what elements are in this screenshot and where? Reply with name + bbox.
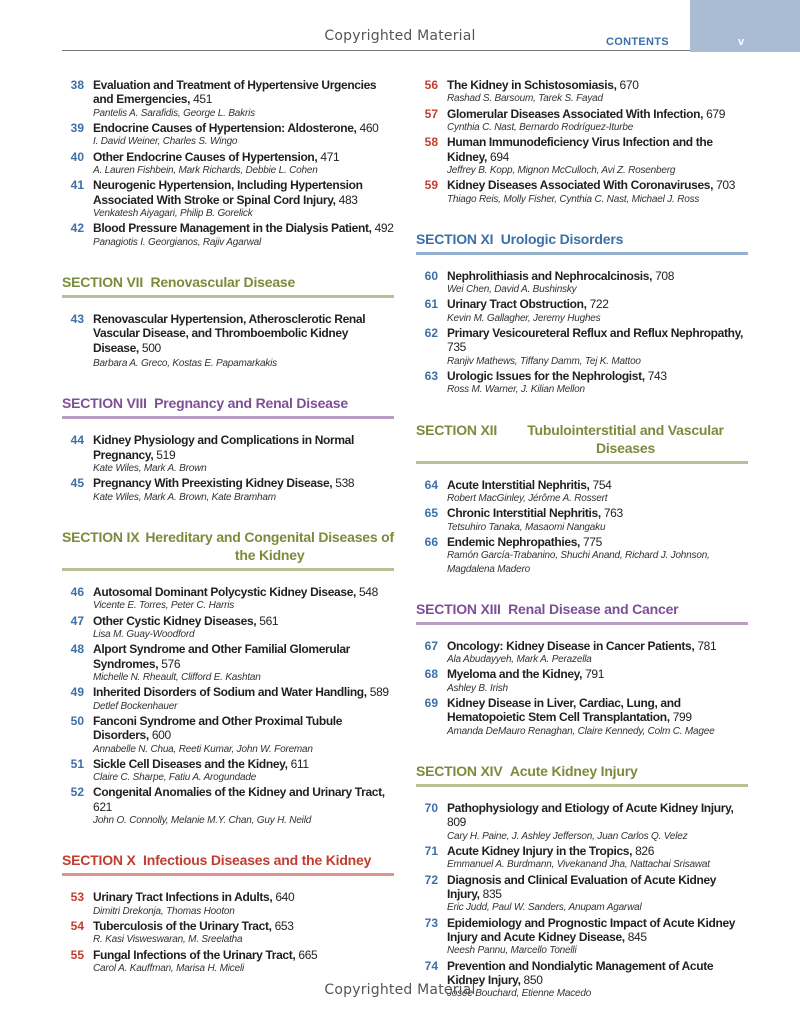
toc-entry [416, 535, 748, 576]
section-label: SECTION IX [62, 528, 140, 545]
chapter-number: 58 [424, 135, 438, 150]
section-heading [416, 762, 748, 787]
chapter-title-text: Alport Syndrome and Other Familial Glomerular Syndromes, [93, 642, 350, 671]
chapter-title [447, 639, 748, 653]
toc-entry [416, 639, 748, 667]
section-heading [416, 230, 748, 255]
chapter-title [93, 714, 394, 743]
chapter-authors: Barbara A. Greco, Kostas E. Papamarkakis [93, 358, 277, 370]
chapter-title [447, 696, 748, 725]
chapter-authors: Emmanuel A. Burdmann, Vivekanand Jha, Nattachai Srisawat [447, 859, 710, 871]
toc-entry [416, 297, 748, 325]
chapter-title-text: Pathophysiology and Etiology of Acute Kidney Injury, [447, 800, 734, 815]
toc-entry [416, 135, 748, 177]
chapter-title [447, 135, 748, 164]
chapter-number: 52 [70, 785, 84, 800]
chapter-authors: R. Kasi Visweswaran, M. Sreelatha [93, 934, 243, 946]
section-name: Urologic Disorders [500, 230, 624, 247]
chapter-page: 538 [335, 476, 355, 491]
chapter-authors: Eric Judd, Paul W. Sanders, Anupam Agarwal [447, 902, 642, 914]
chapter-number: 55 [70, 947, 84, 962]
watermark-bottom: Copyrighted Material [324, 982, 476, 998]
chapter-number: 44 [70, 433, 84, 448]
chapter-number: 38 [70, 78, 84, 92]
toc-entry [416, 78, 748, 106]
chapter-title [447, 801, 748, 830]
chapter-title [447, 844, 748, 858]
chapter-title [93, 221, 394, 235]
chapter-page: 492 [374, 221, 394, 236]
section-title [416, 421, 748, 461]
chapter-authors: Josée Bouchard, Etienne Macedo [447, 988, 592, 1000]
chapter-authors: Pantelis A. Sarafidis, George L. Bakris [93, 107, 255, 119]
section-title [62, 851, 394, 873]
chapter-number: 61 [424, 297, 438, 312]
chapter-title-text: Fanconi Syndrome and Other Proximal Tubule Disorders, [93, 713, 343, 743]
chapter-authors: Amanda DeMauro Renaghan, Claire Kennedy, Colm C. Magee [447, 725, 715, 737]
chapter-title-text: Kidney Disease in Liver, Cardiac, Lung, and Hematopoietic Stem Cell Transplantation, [447, 695, 681, 725]
chapter-number: 43 [70, 311, 84, 326]
chapter-number: 47 [70, 613, 84, 628]
chapter-authors: Kevin M. Gallagher, Jeremy Hughes [447, 312, 601, 324]
chapter-authors: Neesh Pannu, Marcello Tonelli [447, 945, 577, 957]
header-rule [62, 50, 690, 51]
section-title [62, 528, 394, 568]
toc-entry [62, 121, 394, 149]
toc-entry [416, 107, 748, 135]
chapter-title [93, 757, 394, 771]
toc-entry [416, 844, 748, 872]
chapter-number: 49 [70, 685, 84, 700]
toc-entry [416, 916, 748, 958]
chapter-number: 45 [70, 476, 84, 491]
chapter-authors: Venkatesh Aiyagari, Philip B. Gorelick [93, 208, 253, 220]
chapter-title [447, 269, 748, 283]
chapter-authors: Rashad S. Barsoum, Tarek S. Fayad [447, 93, 603, 105]
chapter-authors: Wei Chen, David A. Bushinsky [447, 284, 577, 296]
section-title [62, 273, 394, 295]
chapter-authors: Ranjiv Mathews, Tiffany Damm, Tej K. Mattoo [447, 355, 641, 367]
chapter-title [447, 326, 748, 355]
chapter-authors: Ross M. Warner, J. Kilian Mellon [447, 384, 585, 396]
page-number-tab [690, 0, 800, 52]
section-rule [62, 568, 394, 571]
chapter-title [447, 297, 748, 311]
chapter-authors: Tetsuhiro Tanaka, Masaomi Nangaku [447, 521, 606, 533]
chapter-title-text: Other Endocrine Causes of Hypertension, [93, 149, 318, 164]
chapter-title [93, 685, 394, 699]
chapter-title [93, 476, 394, 490]
chapter-title-text: Tuberculosis of the Urinary Tract, [93, 919, 272, 933]
chapter-title [93, 312, 394, 355]
chapter-number: 74 [424, 958, 438, 973]
chapter-page: 561 [259, 613, 279, 628]
chapter-page: 763 [603, 506, 623, 521]
chapter-number: 67 [424, 638, 438, 653]
chapter-title [93, 919, 394, 933]
chapter-title [447, 667, 748, 681]
chapter-page: 735 [447, 340, 466, 355]
section-label: SECTION XI [416, 230, 494, 247]
chapter-page: 460 [359, 121, 379, 136]
section-name: Tubulointerstitial and Vascular Diseases [527, 421, 724, 456]
section-name: Acute Kidney Injury [509, 762, 638, 779]
toc-entry [62, 476, 394, 504]
chapter-title-text: Kidney Physiology and Complications in Normal Pregnancy, [93, 433, 354, 462]
chapter-number: 56 [424, 78, 438, 92]
section-title [416, 762, 748, 784]
chapter-authors: Claire C. Sharpe, Fatiu A. Arogundade [93, 772, 257, 784]
chapter-page: 483 [338, 192, 358, 207]
chapter-authors: Cynthia C. Nast, Bernardo Rodríguez-Iturbe [447, 122, 634, 134]
toc-entry [62, 614, 394, 642]
chapter-title-text: Prevention and Nondialytic Management of Acute Kidney Injury, [447, 958, 714, 988]
toc-entry [62, 221, 394, 249]
chapter-number: 59 [424, 178, 438, 193]
chapter-page: 611 [290, 756, 309, 771]
chapter-title-text: Acute Interstitial Nephritis, [447, 477, 590, 492]
chapter-number: 62 [424, 326, 438, 341]
chapter-number: 65 [424, 506, 438, 521]
section-rule [416, 252, 748, 255]
chapter-authors: Thiago Reis, Molly Fisher, Cynthia C. Nast, Michael J. Ross [447, 193, 700, 205]
toc-entry [416, 269, 748, 297]
toc-entry [62, 642, 394, 684]
section-heading [62, 528, 394, 571]
section-name: Renovascular Disease [150, 273, 296, 290]
section-name: Infectious Diseases and the Kidney [143, 852, 372, 869]
chapter-title-text: Epidemiology and Prognostic Impact of Acute Kidney Injury and Acute Kidney Disease, [447, 915, 736, 944]
chapter-authors: Jeffrey B. Kopp, Mignon McCulloch, Avi Z. Rosenberg [447, 165, 676, 177]
chapter-title [447, 478, 748, 492]
toc-entry [416, 478, 748, 506]
chapter-authors: Michelle N. Rheault, Clifford E. Kashtan [93, 671, 261, 683]
chapter-title [447, 873, 748, 902]
chapter-number: 72 [424, 872, 438, 887]
chapter-page: 743 [647, 369, 667, 384]
chapter-page: 471 [320, 149, 340, 164]
chapter-page: 679 [706, 106, 726, 121]
chapter-authors: Kate Wiles, Mark A. Brown, Kate Bramham [93, 491, 276, 503]
chapter-number: 48 [70, 642, 84, 657]
chapter-title-text: Oncology: Kidney Disease in Cancer Patients, [447, 638, 695, 653]
toc-entry [62, 585, 394, 613]
chapter-number: 41 [70, 178, 84, 193]
toc-entry [62, 178, 394, 220]
toc-entry [416, 369, 748, 397]
toc-entry [416, 506, 748, 534]
chapter-page: 799 [672, 710, 692, 725]
chapter-number: 40 [70, 149, 84, 164]
chapter-page: 576 [161, 656, 181, 671]
chapter-title [93, 150, 394, 164]
chapter-number: 73 [424, 915, 438, 930]
chapter-title-text: Autosomal Dominant Polycystic Kidney Disease, [93, 584, 356, 599]
chapter-number: 46 [70, 584, 84, 599]
chapter-page: 500 [141, 340, 161, 355]
chapter-number: 68 [424, 667, 438, 682]
section-label: SECTION XIII [416, 600, 501, 617]
chapter-title [447, 107, 748, 121]
chapter-authors: Carol A. Kauffman, Marisa H. Miceli [93, 963, 245, 975]
chapter-title-text: Chronic Interstitial Nephritis, [447, 506, 601, 521]
toc-column-right [416, 78, 748, 1002]
chapter-authors: Panagiotis I. Georgianos, Rajiv Agarwal [93, 236, 262, 248]
chapter-number: 63 [424, 369, 438, 384]
toc-entry [416, 178, 748, 206]
chapter-title-text: Primary Vesicoureteral Reflux and Reflux Nephropathy, [447, 326, 743, 341]
chapter-title-text: Evaluation and Treatment of Hypertensive Urgencies and Emergencies, [93, 78, 377, 107]
chapter-title [93, 614, 394, 628]
chapter-authors: Ramón García-Trabanino, Shuchi Anand, Richard J. Johnson, Magdalena Madero [447, 550, 710, 575]
chapter-title [447, 369, 748, 383]
chapter-page: 589 [369, 685, 389, 700]
toc-entry [416, 326, 748, 368]
chapter-page: 754 [592, 477, 612, 492]
chapter-page: 621 [93, 799, 112, 814]
chapter-page: 809 [447, 815, 466, 830]
section-name: Renal Disease and Cancer [508, 600, 679, 617]
chapter-number: 64 [424, 477, 438, 492]
toc-entry [416, 667, 748, 695]
chapter-title-text: Other Cystic Kidney Diseases, [93, 613, 257, 628]
chapter-page: 703 [716, 178, 736, 193]
toc-entry [62, 714, 394, 756]
section-name: Pregnancy and Renal Disease [154, 395, 348, 412]
toc-entry [416, 873, 748, 915]
section-label: SECTION VIII [62, 395, 147, 412]
chapter-title-text: Urologic Issues for the Nephrologist, [447, 369, 645, 384]
chapter-authors: Vicente E. Torres, Peter C. Harris [93, 600, 235, 612]
toc-entry [62, 150, 394, 178]
chapter-title [447, 916, 748, 945]
chapter-title-text: Urinary Tract Obstruction, [447, 297, 587, 312]
chapter-authors: Robert MacGinley, Jérôme A. Rossert [447, 493, 608, 505]
section-heading [416, 421, 748, 464]
chapter-title [447, 78, 748, 92]
toc-entry [62, 948, 394, 976]
chapter-title [447, 506, 748, 520]
chapter-number: 39 [70, 121, 84, 136]
chapter-number: 53 [70, 890, 84, 905]
chapter-title-text: Human Immunodeficiency Virus Infection and the Kidney, [447, 135, 713, 164]
chapter-page: 722 [589, 297, 609, 312]
chapter-number: 69 [424, 695, 438, 710]
chapter-number: 42 [70, 221, 84, 236]
chapter-authors: Dimitri Drekonja, Thomas Hooton [93, 905, 235, 917]
toc-entry [62, 685, 394, 713]
section-title [416, 600, 748, 622]
toc-entry [62, 312, 394, 370]
chapter-page: 600 [151, 728, 171, 743]
chapter-page: 845 [627, 930, 647, 944]
chapter-title-text: Inherited Disorders of Sodium and Water Handling, [93, 685, 367, 700]
chapter-title-text: Myeloma and the Kidney, [447, 667, 583, 682]
chapter-title-text: Endemic Nephropathies, [447, 534, 580, 549]
chapter-page: 548 [358, 584, 378, 599]
chapter-page: 640 [275, 890, 295, 905]
section-heading [62, 394, 394, 419]
chapter-number: 71 [424, 843, 438, 858]
chapter-page: 519 [156, 447, 176, 462]
chapter-title [93, 642, 394, 671]
chapter-title [93, 585, 394, 599]
chapter-number: 51 [70, 756, 84, 771]
chapter-authors: Ala Abudayyeh, Mark A. Perazella [447, 654, 592, 666]
chapter-title-text: Acute Kidney Injury in the Tropics, [447, 843, 633, 858]
chapter-title [447, 178, 748, 192]
chapter-page: 835 [482, 886, 502, 901]
chapter-page: 694 [490, 149, 509, 164]
toc-entry [416, 801, 748, 843]
toc-entry [416, 696, 748, 738]
chapter-page: 451 [193, 92, 213, 107]
chapter-authors: Lisa M. Guay-Woodford [93, 628, 195, 640]
chapter-title [93, 78, 394, 107]
section-label: SECTION VII [62, 273, 144, 290]
chapter-number: 57 [424, 106, 438, 121]
chapter-authors: Annabelle N. Chua, Reeti Kumar, John W. Foreman [93, 743, 313, 755]
chapter-title [93, 948, 394, 962]
chapter-page: 850 [523, 973, 543, 988]
section-label: SECTION XII [416, 421, 498, 438]
chapter-title-text: Kidney Diseases Associated With Coronaviruses, [447, 178, 714, 193]
chapter-number: 60 [424, 268, 438, 283]
chapter-page: 791 [585, 667, 605, 682]
chapter-title [93, 890, 394, 904]
chapter-authors: Detlef Bockenhauer [93, 700, 178, 712]
toc-entry [62, 78, 394, 120]
chapter-title-text: Neurogenic Hypertension, Including Hypertension Associated With Stroke or Spinal Cord Injury, [93, 178, 363, 207]
running-header-label: CONTENTS [606, 36, 669, 48]
section-label: SECTION XIV [416, 762, 503, 779]
chapter-number: 66 [424, 534, 438, 549]
toc-entry [62, 919, 394, 947]
section-rule [62, 295, 394, 298]
toc-entry [62, 757, 394, 785]
chapter-title-text: Glomerular Diseases Associated With Infection, [447, 106, 704, 121]
chapter-title-text: Nephrolithiasis and Nephrocalcinosis, [447, 268, 653, 283]
chapter-authors: Cary H. Paine, J. Ashley Jefferson, Juan Carlos Q. Velez [447, 830, 688, 842]
page-number: v [738, 36, 745, 48]
chapter-title-text: The Kidney in Schistosomiasis, [447, 78, 617, 92]
section-title [416, 230, 748, 252]
toc-entry [62, 785, 394, 827]
section-rule [416, 784, 748, 787]
chapter-page: 653 [274, 919, 294, 933]
chapter-authors: John O. Connolly, Melanie M.Y. Chan, Guy H. Neild [93, 815, 312, 827]
chapter-title [447, 535, 748, 549]
section-rule [62, 416, 394, 419]
chapter-title-text: Sickle Cell Diseases and the Kidney, [93, 756, 288, 771]
chapter-title-text: Blood Pressure Management in the Dialysis Patient, [93, 221, 372, 236]
chapter-title-text: Renovascular Hypertension, Atherosclerotic Renal Vascular Disease, and Thromboembolic Kidney Disease, [93, 311, 366, 355]
chapter-title [93, 178, 394, 207]
chapter-page: 775 [582, 534, 602, 549]
section-title [62, 394, 394, 416]
section-heading [62, 273, 394, 298]
chapter-number: 50 [70, 713, 84, 728]
chapter-title [93, 121, 394, 135]
chapter-page: 826 [635, 843, 655, 858]
chapter-title-text: Diagnosis and Clinical Evaluation of Acute Kidney Injury, [447, 872, 717, 901]
section-label: SECTION X [62, 852, 136, 869]
section-rule [416, 622, 748, 625]
chapter-title-text: Pregnancy With Preexisting Kidney Disease, [93, 476, 333, 491]
chapter-title-text: Endocrine Causes of Hypertension: Aldosterone, [93, 121, 357, 136]
chapter-title [93, 433, 394, 462]
chapter-number: 70 [424, 800, 438, 815]
chapter-authors: A. Lauren Fishbein, Mark Richards, Debbie L. Cohen [93, 165, 318, 177]
toc-entry [62, 890, 394, 918]
watermark-top: Copyrighted Material [324, 28, 476, 44]
chapter-authors: I. David Weiner, Charles S. Wingo [93, 136, 238, 148]
chapter-page: 781 [697, 638, 717, 653]
section-heading [62, 851, 394, 876]
section-rule [62, 873, 394, 876]
chapter-title [93, 785, 394, 814]
toc-entry [62, 433, 394, 475]
toc-column-left [62, 78, 394, 976]
chapter-number: 54 [70, 919, 84, 933]
chapter-page: 665 [298, 947, 318, 962]
chapter-page: 670 [619, 78, 639, 92]
section-rule [416, 461, 748, 464]
chapter-title-text: Congenital Anomalies of the Kidney and Urinary Tract, [93, 785, 385, 800]
chapter-title-text: Urinary Tract Infections in Adults, [93, 890, 273, 905]
chapter-title-text: Fungal Infections of the Urinary Tract, [93, 947, 296, 962]
chapter-page: 708 [655, 268, 675, 283]
chapter-authors: Ashley B. Irish [447, 682, 508, 694]
section-heading [416, 600, 748, 625]
chapter-authors: Kate Wiles, Mark A. Brown [93, 463, 207, 475]
section-name: Hereditary and Congenital Diseases of the Kidney [145, 528, 394, 563]
